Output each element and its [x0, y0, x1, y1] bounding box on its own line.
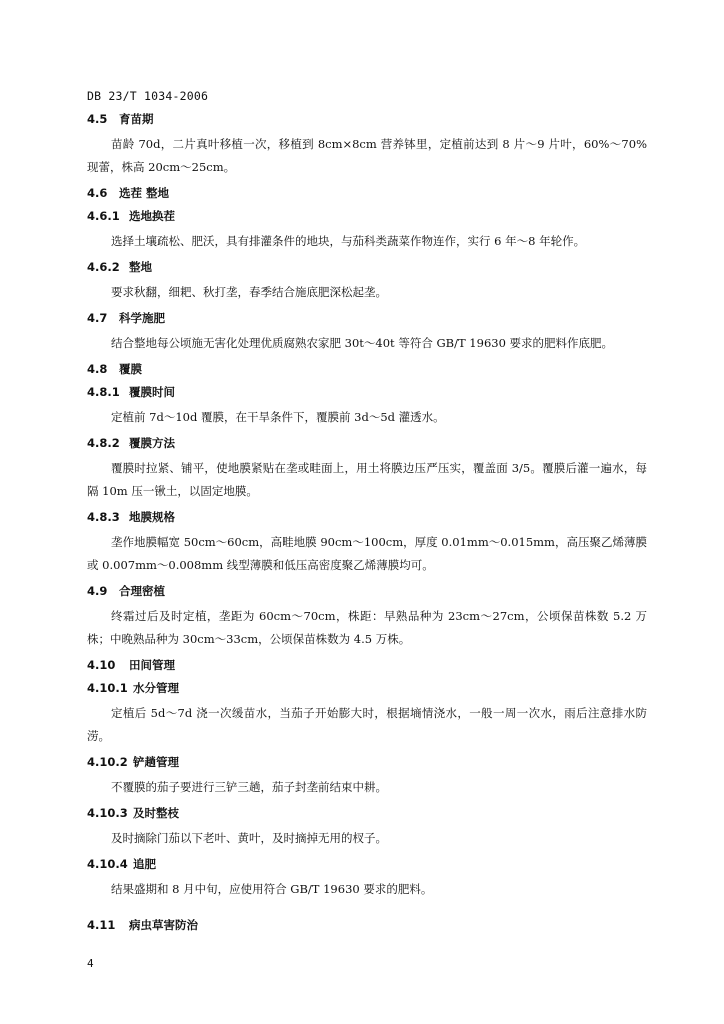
section-title: 覆膜方法: [129, 436, 175, 450]
section-number: 4.10.4: [87, 857, 128, 871]
section-title: 科学施肥: [119, 311, 165, 325]
section-number: 4.8.3: [87, 510, 120, 524]
paragraph-4-8-2: 覆膜时拉紧、铺平，使地膜紧贴在垄或畦面上，用土将膜边压严压实，覆盖面 3/5。覆膜后灌一遍水，每隔 10m 压一锹土，以固定地膜。: [87, 461, 647, 498]
section-title: 追肥: [133, 857, 156, 871]
heading-4-8-1: [87, 381, 647, 404]
paragraph-4-6-1: 选择土壤疏松、肥沃，具有排灌条件的地块，与茄科类蔬菜作物连作，实行 6 年～8 年轮作。: [111, 234, 586, 248]
section-title: 田间管理: [129, 658, 175, 672]
section-title: 选地换茬: [129, 209, 175, 223]
section-title: 铲趟管理: [133, 755, 179, 769]
paragraph-4-6-2: 要求秋翻，细耙、秋打垄，春季结合施底肥深松起垄。: [111, 285, 387, 299]
heading-4-10: [87, 654, 647, 677]
heading-4-6: [87, 182, 647, 205]
paragraph-4-8-1: 定植前 7d～10d 覆膜，在干旱条件下，覆膜前 3d～5d 灌透水。: [111, 410, 445, 424]
paragraph-4-7: 结合整地每公顷施无害化处理优质腐熟农家肥 30t～40t 等符合 GB/T 19630 要求的肥料作底肥。: [111, 336, 614, 350]
section-number: 4.6.1: [87, 209, 120, 223]
section-title: 病虫草害防治: [129, 918, 198, 932]
spacer: [87, 904, 647, 914]
section-title: 覆膜: [119, 362, 142, 376]
section-number: 4.8.1: [87, 385, 120, 399]
heading-4-10-2: [87, 751, 647, 774]
paragraph-4-5: 苗龄 70d，二片真叶移植一次，移植到 8cm×8cm 营养钵里，定植前达到 8 片～9 片叶，60%～70% 现蕾，株高 20cm～25cm。: [87, 137, 647, 174]
section-title: 整地: [129, 260, 152, 274]
paragraph-4-10-4: 结果盛期和 8 月中旬，应使用符合 GB/T 19630 要求的肥料。: [111, 882, 433, 896]
section-title: 合理密植: [119, 584, 165, 598]
section-title: 育苗期: [119, 112, 154, 126]
section-number: 4.10.3: [87, 806, 128, 820]
heading-4-6-1: [87, 205, 647, 228]
section-number: 4.11: [87, 918, 116, 932]
heading-4-10-1: [87, 677, 647, 700]
heading-4-6-2: [87, 256, 647, 279]
paragraph-4-10-2: 不覆膜的茄子要进行三铲三趟，茄子封垄前结束中耕。: [111, 780, 387, 794]
heading-4-7: [87, 307, 647, 330]
section-title: 选茬 整地: [119, 186, 170, 200]
section-number: 4.7: [87, 311, 108, 325]
heading-4-5: [87, 108, 647, 131]
section-number: 4.6.2: [87, 260, 120, 274]
section-title: 及时整枝: [133, 806, 179, 820]
section-title: 地膜规格: [129, 510, 175, 524]
document-body: [87, 108, 647, 937]
heading-4-11: [87, 914, 647, 937]
heading-4-8-2: [87, 432, 647, 455]
paragraph-4-10-3: 及时摘除门茄以下老叶、黄叶，及时摘掉无用的杈子。: [111, 831, 387, 845]
section-title: 覆膜时间: [129, 385, 175, 399]
heading-4-9: [87, 580, 647, 603]
paragraph-4-8-3: 垄作地膜幅宽 50cm～60cm，高畦地膜 90cm～100cm，厚度 0.01mm～0.015mm，高压聚乙烯薄膜或 0.007mm～0.008mm 线型薄膜和低压高密度聚乙烯薄膜均可。: [87, 535, 647, 572]
section-number: 4.10: [87, 658, 116, 672]
section-number: 4.8.2: [87, 436, 120, 450]
page-number: 4: [87, 957, 94, 970]
paragraph-4-9: 终霜过后及时定植，垄距为 60cm～70cm，株距：早熟品种为 23cm～27cm，公顷保苗株数 5.2 万株；中晚熟品种为 30cm～33cm，公顷保苗株数为 4.5 万株。: [87, 609, 647, 646]
section-number: 4.8: [87, 362, 108, 376]
heading-4-10-4: [87, 853, 647, 876]
section-number: 4.6: [87, 186, 108, 200]
section-number: 4.9: [87, 584, 108, 598]
heading-4-10-3: [87, 802, 647, 825]
section-number: 4.10.2: [87, 755, 128, 769]
heading-4-8-3: [87, 506, 647, 529]
heading-4-8: [87, 358, 647, 381]
paragraph-4-10-1: 定植后 5d～7d 浇一次缓苗水，当茄子开始膨大时，根据墒情浇水，一般一周一次水，雨后注意排水防涝。: [87, 706, 647, 743]
standard-code-header: DB 23/T 1034-2006: [87, 89, 209, 103]
section-title: 水分管理: [133, 681, 179, 695]
section-number: 4.5: [87, 112, 108, 126]
section-number: 4.10.1: [87, 681, 128, 695]
